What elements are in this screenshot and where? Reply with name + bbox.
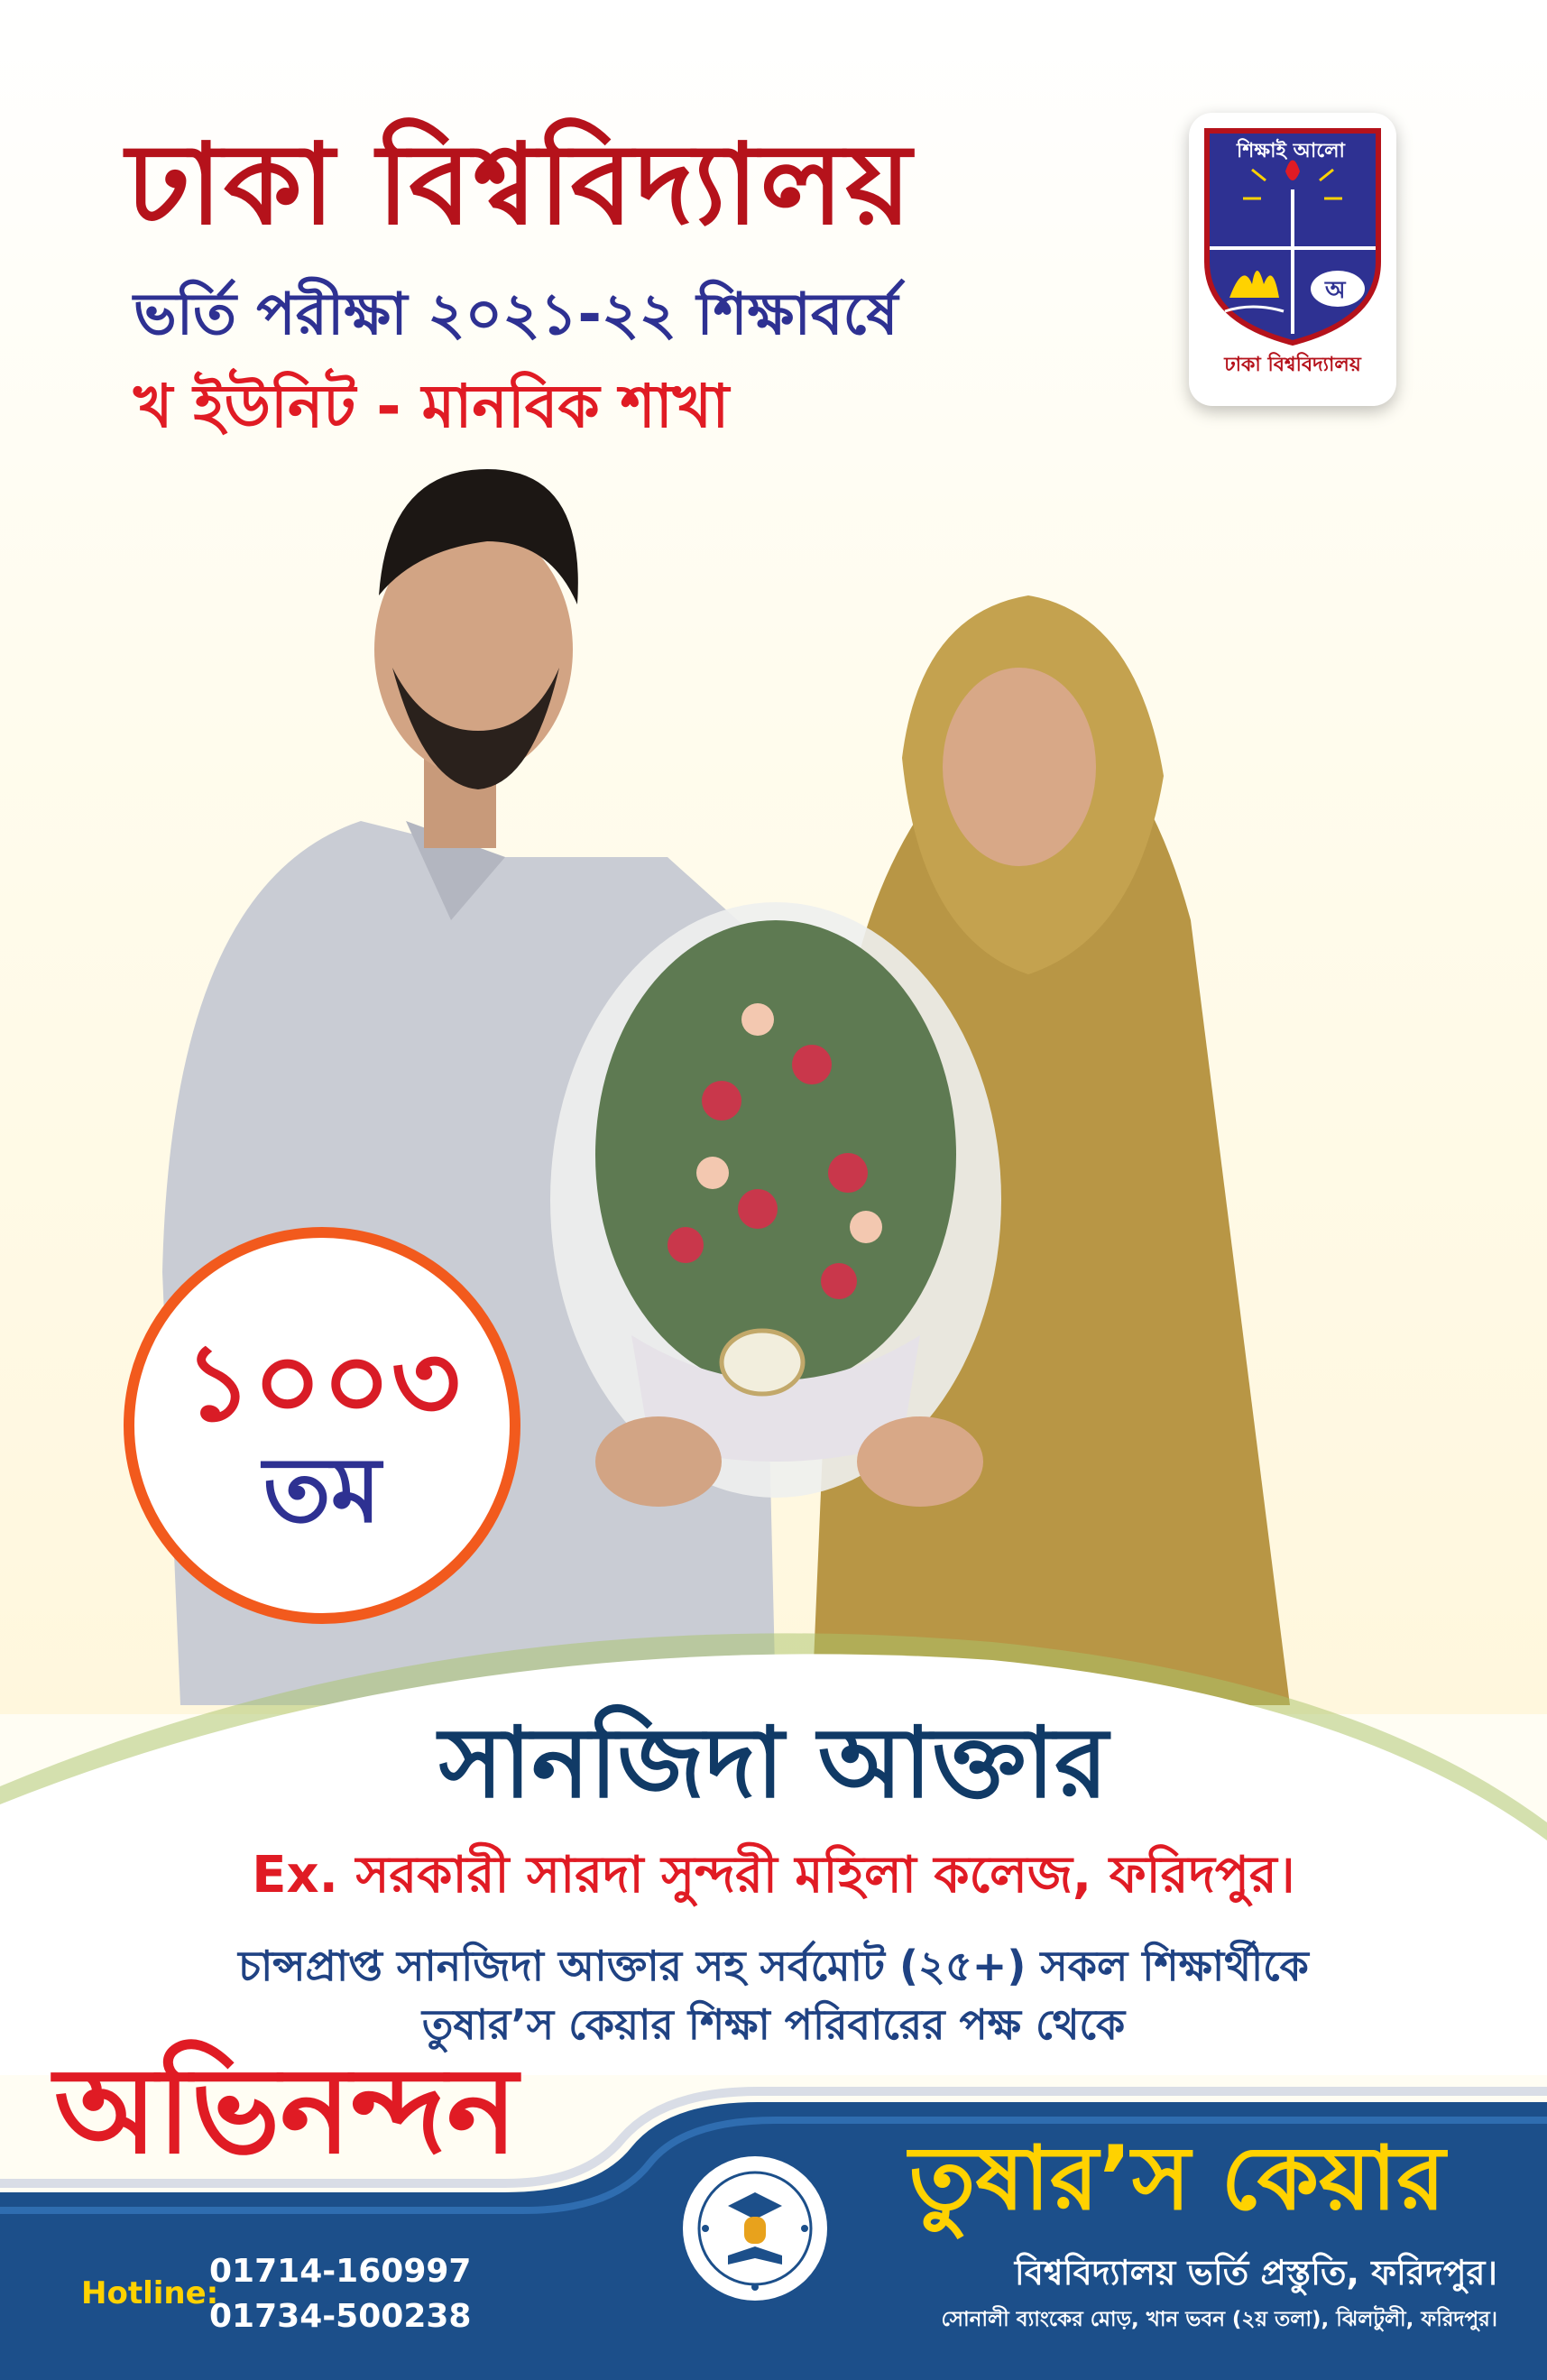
university-logo bbox=[1189, 113, 1396, 406]
svg-text:শিক্ষাই আলো: শিক্ষাই আলো bbox=[1237, 140, 1345, 162]
student-name: সানজিদা আক্তার bbox=[438, 1707, 1109, 1820]
logo-caption: ঢাকা বিশ্ববিদ্যালয় bbox=[1224, 354, 1361, 376]
rank-suffix: তম bbox=[262, 1437, 382, 1543]
unit-label: খ ইউনিট - মানবিক শাখা bbox=[134, 372, 730, 441]
admission-subtitle: ভর্তি পরীক্ষা ২০২১-২২ শিক্ষাবর্ষে bbox=[134, 281, 898, 348]
university-crest-icon bbox=[1202, 126, 1383, 347]
organization-name: তুষার’স কেয়ার bbox=[908, 2127, 1446, 2230]
organization-tagline: বিশ্ববিদ্যালয় ভর্তি প্রস্তুতি, ফরিদপুর। bbox=[1014, 2253, 1497, 2292]
rank-number: ১০০৩ bbox=[183, 1320, 461, 1444]
university-title: ঢাকা বিশ্ববিদ্যালয় bbox=[126, 120, 914, 250]
rank-badge bbox=[124, 1227, 520, 1624]
svg-text:অ: অ bbox=[1325, 277, 1346, 304]
organization-address: সোনালী ব্যাংকের মোড়, খান ভবন (২য় তলা), ঝিলটুলী, ফরিদপুর। bbox=[941, 2308, 1497, 2331]
phone-number: 01734-500238 bbox=[209, 2298, 472, 2335]
student-college: Ex. সরকারী সারদা সুন্দরী মহিলা কলেজ, ফরিদপুর। bbox=[252, 1846, 1295, 1905]
message-line-2: তুষার’স কেয়ার শিক্ষা পরিবারের পক্ষ থেকে bbox=[421, 2000, 1126, 2049]
message-line-1: চান্সপ্রাপ্ত সানজিদা আক্তার সহ সর্বমোট (২৫+) সকল শিক্ষার্থীকে bbox=[238, 1942, 1309, 1990]
coaching-logo-icon bbox=[678, 2152, 832, 2305]
hotline-label: Hotline: bbox=[81, 2275, 219, 2311]
congratulations-text: অভিনন্দন bbox=[54, 2042, 518, 2181]
phone-number: 01714-160997 bbox=[209, 2253, 472, 2290]
